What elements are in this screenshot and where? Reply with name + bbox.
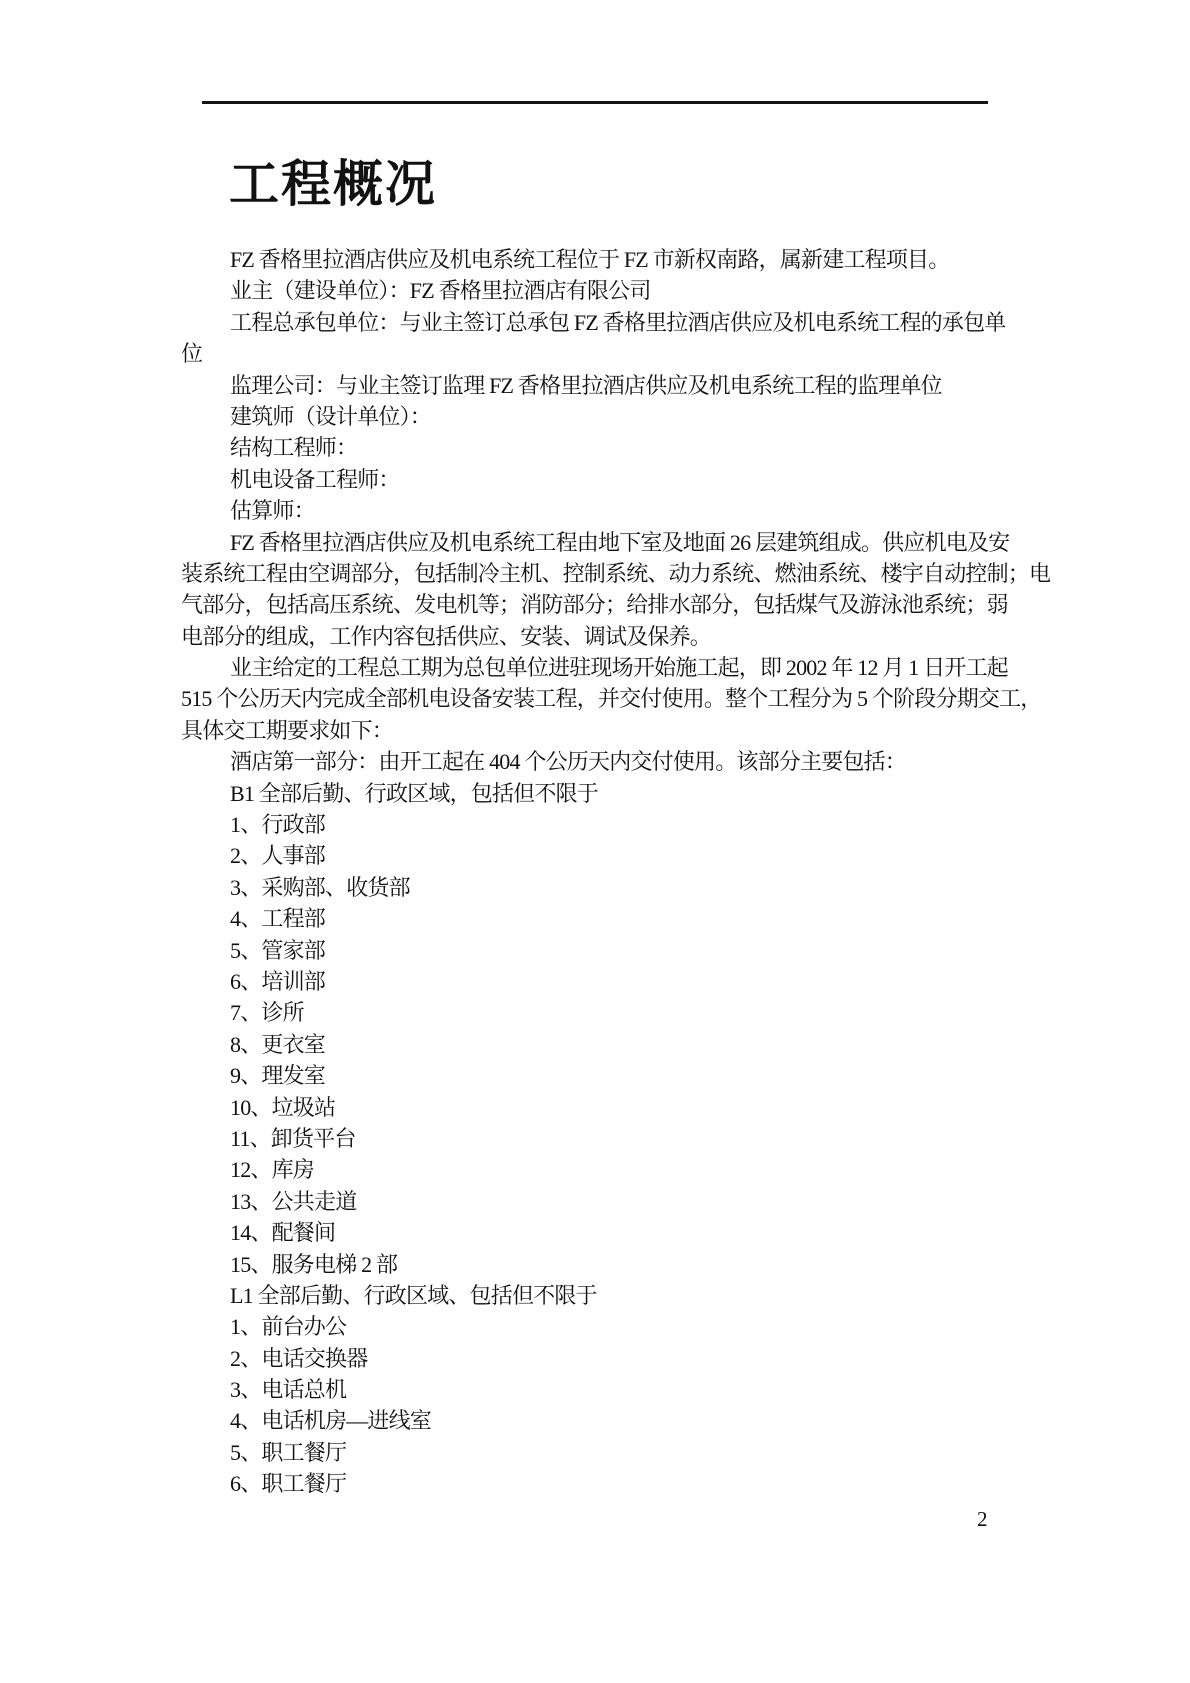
text-line: 电部分的组成，工作内容包括供应、安装、调试及保养。: [181, 623, 712, 649]
text-line: L1 全部后勤、行政区域、包括但不限于: [230, 1282, 597, 1308]
text-line: 估算师：: [230, 498, 315, 524]
text-line: 4、电话机房—进线室: [230, 1408, 432, 1434]
text-line: 位: [181, 341, 203, 367]
text-line: 1、行政部: [230, 812, 326, 838]
text-line: FZ 香格里拉酒店供应及机电系统工程由地下室及地面 26 层建筑组成。供应机电及安: [230, 529, 1010, 555]
text-line: 监理公司：与业主签订监理 FZ 香格里拉酒店供应及机电系统工程的监理单位: [230, 372, 942, 398]
text-line: 4、工程部: [230, 906, 326, 932]
text-line: 515 个公历天内完成全部机电设备安装工程，并交付使用。整个工程分为 5 个阶段分期交工，: [181, 686, 1042, 712]
text-line: 酒店第一部分：由开工起在 404 个公历天内交付使用。该部分主要包括：: [230, 749, 907, 775]
text-line: 装系统工程由空调部分，包括制冷主机、控制系统、动力系统、燃油系统、楼宇自动控制；电: [181, 560, 1051, 586]
text-line: 建筑师（设计单位）：: [230, 403, 432, 429]
text-line: 12、库房: [230, 1157, 315, 1183]
document-body: [181, 244, 1051, 1500]
text-line: 6、职工餐厅: [230, 1471, 347, 1497]
text-line: 2、人事部: [230, 843, 326, 869]
text-line: 13、公共走道: [230, 1188, 357, 1214]
text-line: 11、卸货平台: [230, 1125, 356, 1151]
text-line: FZ 香格里拉酒店供应及机电系统工程位于 FZ 市新权南路，属新建工程项目。: [230, 247, 950, 272]
text-line: 10、垃圾站: [230, 1094, 336, 1120]
text-line: 业主（建设单位）：FZ 香格里拉酒店有限公司: [230, 278, 651, 304]
page-number: 2: [977, 1507, 988, 1531]
text-line: 9、理发室: [230, 1063, 326, 1089]
page-title: 工程概况: [229, 156, 437, 212]
text-line: 机电设备工程师：: [230, 466, 400, 492]
text-line: 3、电话总机: [230, 1377, 347, 1403]
text-line: 结构工程师：: [230, 435, 358, 461]
text-line: B1 全部后勤、行政区域，包括但不限于: [230, 780, 598, 806]
text-line: 具体交工期要求如下：: [181, 717, 394, 743]
text-line: 气部分，包括高压系统、发电机等；消防部分；给排水部分，包括煤气及游泳池系统；弱: [181, 592, 1008, 618]
text-line: 2、电话交换器: [230, 1345, 368, 1371]
header-rule-divider: [202, 101, 988, 104]
text-line: 1、前台办公: [230, 1314, 347, 1340]
text-line: 5、职工餐厅: [230, 1439, 347, 1465]
text-line: 3、采购部、收货部: [230, 874, 410, 900]
text-line: 15、服务电梯 2 部: [230, 1251, 398, 1277]
text-line: 7、诊所: [230, 1000, 304, 1026]
text-line: 6、培训部: [230, 968, 326, 994]
text-line: 8、更衣室: [230, 1031, 326, 1057]
text-line: 14、配餐间: [230, 1220, 336, 1246]
text-line: 业主给定的工程总工期为总包单位进驻现场开始施工起，即 2002 年 12 月 1 日开工起: [230, 655, 1009, 681]
text-line: 工程总承包单位：与业主签订总承包 FZ 香格里拉酒店供应及机电系统工程的承包单: [230, 309, 1006, 335]
text-line: 5、管家部: [230, 937, 326, 963]
